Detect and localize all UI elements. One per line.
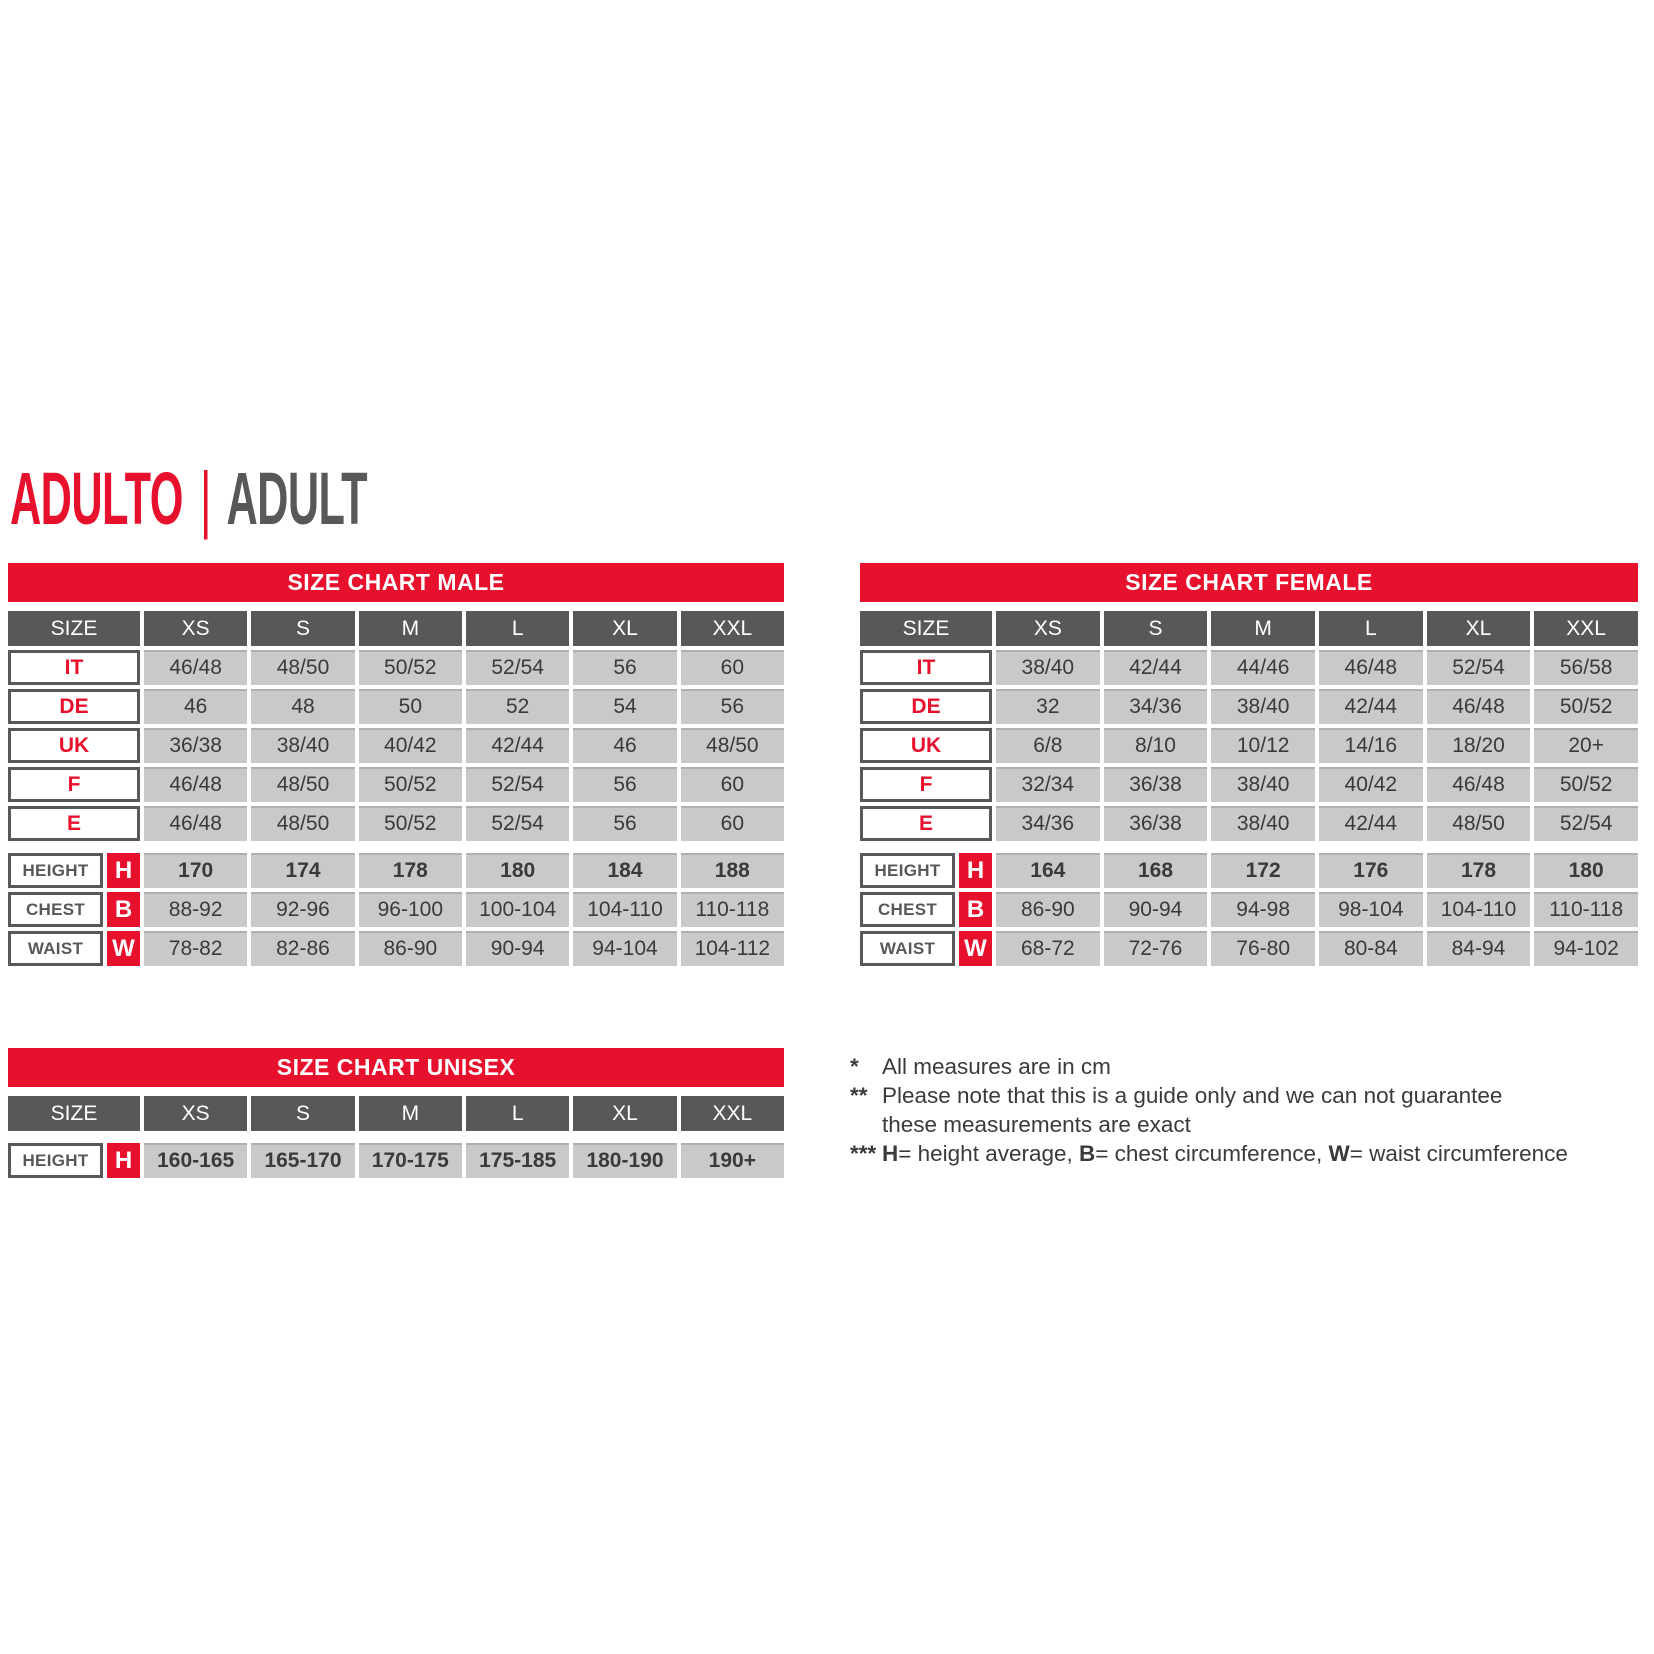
column-header-xs: XS: [144, 611, 247, 646]
size-value-cell: 56: [573, 767, 676, 802]
size-grid-male: [8, 611, 784, 966]
column-header-xs: XS: [996, 611, 1100, 646]
column-header-xl: XL: [1427, 611, 1531, 646]
measure-value-cell: 178: [1427, 853, 1531, 888]
title-italian: ADULTO: [10, 457, 183, 540]
column-header-s: S: [251, 611, 354, 646]
row-spacer: [8, 845, 784, 849]
title-separator: |: [200, 457, 211, 540]
measure-value-cell: 82-86: [251, 931, 354, 966]
footnote-segment: Please note that this is a guide only and we can not guarantee: [882, 1083, 1503, 1108]
size-value-cell: 60: [681, 767, 784, 802]
size-value-cell: 60: [681, 806, 784, 841]
footnote-line: [882, 1081, 1650, 1110]
size-value-cell: 52/54: [466, 767, 569, 802]
measure-label-height: [860, 853, 992, 888]
size-value-cell: 32/34: [996, 767, 1100, 802]
size-system-label-de: DE: [860, 689, 992, 724]
column-header-s: S: [1104, 611, 1208, 646]
measure-letter-badge-h: H: [107, 853, 140, 888]
size-value-cell: 36/38: [1104, 767, 1208, 802]
size-chart-unisex: [8, 1048, 784, 1178]
size-chart-male: [8, 563, 784, 966]
measure-value-cell: 94-104: [573, 931, 676, 966]
footnote-segment: All measures are in cm: [882, 1054, 1111, 1079]
size-value-cell: 54: [573, 689, 676, 724]
footnote: [850, 1052, 1650, 1081]
footnote-line: [882, 1052, 1650, 1081]
measure-letter-badge-h: H: [107, 1143, 140, 1178]
size-value-cell: 42/44: [1319, 806, 1423, 841]
measure-letter-badge-h: H: [959, 853, 992, 888]
measure-value-cell: 165-170: [251, 1143, 354, 1178]
size-value-cell: 40/42: [359, 728, 462, 763]
measure-value-cell: 170-175: [359, 1143, 462, 1178]
row-spacer: [860, 845, 1638, 849]
size-value-cell: 42/44: [1104, 650, 1208, 685]
footnote-marker: *: [850, 1054, 859, 1079]
measure-value-cell: 86-90: [996, 892, 1100, 927]
column-header-xxl: XXL: [681, 611, 784, 646]
size-value-cell: 38/40: [251, 728, 354, 763]
measure-value-cell: 188: [681, 853, 784, 888]
size-column-header: SIZE: [8, 1096, 140, 1131]
size-system-label-uk: UK: [8, 728, 140, 763]
size-value-cell: 46: [573, 728, 676, 763]
chart-banner-female: SIZE CHART FEMALE: [860, 563, 1638, 602]
column-header-m: M: [359, 611, 462, 646]
footnote-segment: = waist circumference: [1349, 1141, 1568, 1166]
measure-value-cell: 104-112: [681, 931, 784, 966]
size-value-cell: 46/48: [144, 767, 247, 802]
footnote-marker: **: [850, 1083, 868, 1108]
size-system-label-uk: UK: [860, 728, 992, 763]
measure-value-cell: 178: [359, 853, 462, 888]
size-value-cell: 42/44: [466, 728, 569, 763]
measure-label-chest: [860, 892, 992, 927]
measure-value-cell: 160-165: [144, 1143, 247, 1178]
size-value-cell: 20+: [1534, 728, 1638, 763]
size-value-cell: 46: [144, 689, 247, 724]
column-header-l: L: [466, 611, 569, 646]
measure-value-cell: 88-92: [144, 892, 247, 927]
footnotes: [850, 1052, 1650, 1168]
measure-value-cell: 110-118: [681, 892, 784, 927]
measure-value-cell: 175-185: [466, 1143, 569, 1178]
footnote-segment: W: [1328, 1141, 1350, 1166]
measure-label-chest: [8, 892, 140, 927]
column-header-xxl: XXL: [1534, 611, 1638, 646]
measure-value-cell: 92-96: [251, 892, 354, 927]
size-value-cell: 36/38: [144, 728, 247, 763]
measure-value-cell: 96-100: [359, 892, 462, 927]
size-system-label-e: E: [8, 806, 140, 841]
chart-banner-unisex: SIZE CHART UNISEX: [8, 1048, 784, 1087]
size-value-cell: 52/54: [1427, 650, 1531, 685]
size-value-cell: 14/16: [1319, 728, 1423, 763]
column-header-xxl: XXL: [681, 1096, 784, 1131]
size-value-cell: 6/8: [996, 728, 1100, 763]
footnote-segment: = height average,: [898, 1141, 1080, 1166]
measure-value-cell: 90-94: [1104, 892, 1208, 927]
size-value-cell: 56: [573, 650, 676, 685]
measure-value-cell: 68-72: [996, 931, 1100, 966]
measure-value-cell: 104-110: [1427, 892, 1531, 927]
measure-value-cell: 94-102: [1534, 931, 1638, 966]
column-header-xl: XL: [573, 611, 676, 646]
size-value-cell: 46/48: [1427, 767, 1531, 802]
measure-value-cell: 184: [573, 853, 676, 888]
footnote-line: [882, 1139, 1650, 1168]
measure-value-cell: 180: [1534, 853, 1638, 888]
measure-value-cell: 174: [251, 853, 354, 888]
footnote-segment: H: [882, 1141, 899, 1166]
column-header-s: S: [251, 1096, 354, 1131]
measure-value-cell: 180-190: [573, 1143, 676, 1178]
size-grid-unisex: [8, 1096, 784, 1178]
measure-value-cell: 176: [1319, 853, 1423, 888]
footnote-text: [882, 1139, 1650, 1168]
measure-value-cell: 104-110: [573, 892, 676, 927]
measure-value-cell: 100-104: [466, 892, 569, 927]
measure-letter-badge-b: B: [959, 892, 992, 927]
size-column-header: SIZE: [860, 611, 992, 646]
size-value-cell: 18/20: [1427, 728, 1531, 763]
size-value-cell: 46/48: [144, 650, 247, 685]
size-system-label-de: DE: [8, 689, 140, 724]
measure-value-cell: 110-118: [1534, 892, 1638, 927]
size-value-cell: 52/54: [466, 650, 569, 685]
size-value-cell: 38/40: [996, 650, 1100, 685]
measure-value-cell: 180: [466, 853, 569, 888]
size-column-header: SIZE: [8, 611, 140, 646]
measure-letter-badge-w: W: [107, 931, 140, 966]
size-value-cell: 34/36: [1104, 689, 1208, 724]
column-header-xs: XS: [144, 1096, 247, 1131]
size-value-cell: 50/52: [1534, 689, 1638, 724]
size-value-cell: 48/50: [681, 728, 784, 763]
size-value-cell: 50/52: [359, 806, 462, 841]
size-value-cell: 46/48: [1319, 650, 1423, 685]
size-value-cell: 52: [466, 689, 569, 724]
footnote-text: [882, 1081, 1650, 1139]
size-value-cell: 48/50: [251, 767, 354, 802]
size-system-label-it: IT: [8, 650, 140, 685]
size-value-cell: 50/52: [359, 767, 462, 802]
size-value-cell: 40/42: [1319, 767, 1423, 802]
measure-value-cell: 76-80: [1211, 931, 1315, 966]
size-value-cell: 48/50: [251, 650, 354, 685]
size-value-cell: 50/52: [359, 650, 462, 685]
measure-value-cell: 94-98: [1211, 892, 1315, 927]
measure-value-cell: 164: [996, 853, 1100, 888]
measure-value-cell: 78-82: [144, 931, 247, 966]
size-value-cell: 50/52: [1534, 767, 1638, 802]
size-system-label-e: E: [860, 806, 992, 841]
footnote: [850, 1081, 1650, 1139]
size-value-cell: 34/36: [996, 806, 1100, 841]
size-value-cell: 48: [251, 689, 354, 724]
size-system-label-f: F: [8, 767, 140, 802]
measure-label-text: CHEST: [8, 892, 103, 927]
size-value-cell: 38/40: [1211, 767, 1315, 802]
size-system-label-f: F: [860, 767, 992, 802]
size-value-cell: 48/50: [251, 806, 354, 841]
size-value-cell: 44/46: [1211, 650, 1315, 685]
measure-value-cell: 72-76: [1104, 931, 1208, 966]
footnote-marker: ***: [850, 1141, 877, 1166]
size-value-cell: 48/50: [1427, 806, 1531, 841]
measure-label-waist: [8, 931, 140, 966]
size-value-cell: 46/48: [144, 806, 247, 841]
size-value-cell: 56: [681, 689, 784, 724]
column-header-m: M: [359, 1096, 462, 1131]
measure-letter-badge-b: B: [107, 892, 140, 927]
measure-label-text: CHEST: [860, 892, 955, 927]
size-value-cell: 10/12: [1211, 728, 1315, 763]
title-english: ADULT: [226, 457, 368, 540]
size-value-cell: 42/44: [1319, 689, 1423, 724]
measure-letter-badge-w: W: [959, 931, 992, 966]
measure-value-cell: 172: [1211, 853, 1315, 888]
size-value-cell: 52/54: [1534, 806, 1638, 841]
measure-value-cell: 80-84: [1319, 931, 1423, 966]
measure-value-cell: 168: [1104, 853, 1208, 888]
size-value-cell: 32: [996, 689, 1100, 724]
size-value-cell: 52/54: [466, 806, 569, 841]
chart-banner-male: SIZE CHART MALE: [8, 563, 784, 602]
footnote-segment: these measurements are exact: [882, 1112, 1191, 1137]
footnote: [850, 1139, 1650, 1168]
size-value-cell: 60: [681, 650, 784, 685]
measure-label-text: HEIGHT: [860, 853, 955, 888]
column-header-l: L: [466, 1096, 569, 1131]
column-header-m: M: [1211, 611, 1315, 646]
measure-label-text: HEIGHT: [8, 853, 103, 888]
footnote-segment: B: [1079, 1141, 1096, 1166]
measure-value-cell: 90-94: [466, 931, 569, 966]
measure-value-cell: 86-90: [359, 931, 462, 966]
page-title-text: [10, 457, 368, 540]
size-value-cell: 56/58: [1534, 650, 1638, 685]
size-value-cell: 8/10: [1104, 728, 1208, 763]
footnote-text: [882, 1052, 1650, 1081]
measure-label-waist: [860, 931, 992, 966]
size-value-cell: 38/40: [1211, 806, 1315, 841]
size-value-cell: 50: [359, 689, 462, 724]
column-header-xl: XL: [573, 1096, 676, 1131]
size-value-cell: 36/38: [1104, 806, 1208, 841]
size-value-cell: 38/40: [1211, 689, 1315, 724]
row-spacer: [8, 1135, 784, 1139]
measure-value-cell: 98-104: [1319, 892, 1423, 927]
size-system-label-it: IT: [860, 650, 992, 685]
column-header-l: L: [1319, 611, 1423, 646]
measure-label-text: WAIST: [860, 931, 955, 966]
size-grid-female: [860, 611, 1638, 966]
measure-value-cell: 190+: [681, 1143, 784, 1178]
measure-value-cell: 84-94: [1427, 931, 1531, 966]
measure-label-height: [8, 1143, 140, 1178]
measure-value-cell: 170: [144, 853, 247, 888]
footnote-segment: = chest circumference,: [1095, 1141, 1329, 1166]
measure-label-text: HEIGHT: [8, 1143, 103, 1178]
measure-label-height: [8, 853, 140, 888]
page-title: [10, 457, 620, 540]
footnote-line: [882, 1110, 1650, 1139]
measure-label-text: WAIST: [8, 931, 103, 966]
size-value-cell: 46/48: [1427, 689, 1531, 724]
size-chart-female: [860, 563, 1638, 966]
size-value-cell: 56: [573, 806, 676, 841]
